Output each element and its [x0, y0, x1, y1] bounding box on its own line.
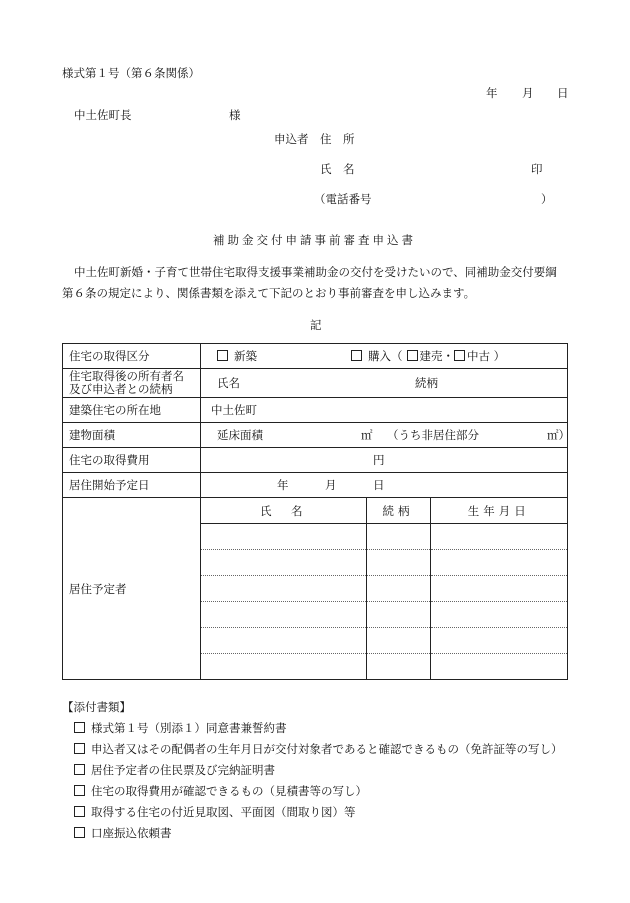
- name-label: 氏 名: [320, 162, 355, 176]
- phone-close: ）: [541, 192, 553, 206]
- owner-label-line-1: 住宅取得後の所有者名: [69, 369, 184, 383]
- row-acquisition-type: [63, 344, 568, 369]
- seal-mark: 印: [531, 162, 543, 176]
- non-residential-label: （うち非居住部分: [387, 428, 479, 442]
- resident-relation-cell[interactable]: [366, 524, 430, 550]
- resident-name-cell[interactable]: [201, 628, 366, 654]
- resident-birth-cell[interactable]: [430, 602, 567, 628]
- location-label: [63, 398, 201, 423]
- acquisition-type-cell: [201, 344, 568, 369]
- checkbox-used-icon[interactable]: [454, 350, 465, 361]
- list-item[interactable]: [62, 760, 563, 781]
- list-item[interactable]: [62, 802, 563, 823]
- start-date-day: 日: [373, 478, 385, 492]
- row-location: [63, 398, 568, 423]
- list-item[interactable]: [62, 781, 563, 802]
- attachment-label: 様式第１号（別添１）同意書兼誓約書: [91, 721, 287, 735]
- option-new[interactable]: [217, 348, 257, 364]
- start-date-month: 月: [325, 478, 337, 492]
- option-buy-label: 購入（: [368, 349, 403, 363]
- resident-name-cell[interactable]: [201, 524, 366, 550]
- attachments-section: [62, 697, 563, 844]
- body-line-2: 第６条の規定により、関係書類を添えて下記のとおり事前審査を申し込みます。: [62, 286, 476, 300]
- area-label: [63, 423, 201, 448]
- phone-label: （電話番号: [314, 192, 372, 206]
- row-residents: [63, 498, 568, 680]
- option-built-label: 建売・: [419, 349, 454, 363]
- col-relation-header: 続柄: [366, 498, 430, 524]
- date-month: 月: [522, 86, 534, 100]
- residents-cell: [201, 498, 568, 680]
- resident-birth-cell[interactable]: [430, 628, 567, 654]
- start-date-label: [63, 473, 201, 498]
- attachment-label: 申込者又はその配偶者の生年月日が交付対象者であると確認できるもの（免許証等の写し）: [91, 742, 563, 756]
- area-label-text: 建物面積: [69, 428, 115, 442]
- body-text: [62, 262, 572, 304]
- owner-relation-label: 続柄: [415, 376, 438, 390]
- location-cell[interactable]: [201, 398, 568, 423]
- cost-label: [63, 448, 201, 473]
- resident-name-cell[interactable]: [201, 654, 366, 680]
- floor-area-label: 延床面積: [217, 428, 263, 442]
- resident-name-cell[interactable]: [201, 602, 366, 628]
- attachment-label: 口座振込依頼書: [91, 826, 172, 840]
- residents-label-text: 居住予定者: [69, 581, 127, 596]
- resident-relation-cell[interactable]: [366, 576, 430, 602]
- body-line-1: 中土佐町新婚・子育て世帯住宅取得支援事業補助金の交付を受けたいので、同補助金交付要綱: [74, 265, 557, 279]
- floor-area-unit: ㎡: [361, 428, 373, 442]
- honorific: 様: [229, 108, 241, 122]
- addressee: 中土佐町長: [74, 108, 132, 122]
- ki-mark: 記: [310, 318, 322, 332]
- acquisition-type-label: [63, 344, 201, 369]
- attachment-label: 居住予定者の住民票及び完納証明書: [91, 763, 275, 777]
- option-buy[interactable]: [351, 348, 505, 364]
- owner-cell[interactable]: [201, 369, 568, 398]
- residents-table: [201, 498, 567, 679]
- checkbox-new-icon[interactable]: [217, 350, 228, 361]
- checkbox-icon[interactable]: [74, 827, 85, 838]
- attachment-label: 取得する住宅の付近見取図、平面図（間取り図）等: [91, 805, 356, 819]
- date-year: 年: [486, 86, 498, 100]
- start-date-year: 年: [277, 478, 289, 492]
- resident-relation-cell[interactable]: [366, 654, 430, 680]
- table-row: [201, 524, 567, 550]
- cost-label-text: 住宅の取得費用: [69, 453, 150, 467]
- start-date-cell[interactable]: [201, 473, 568, 498]
- col-name-header: 氏 名: [201, 498, 366, 524]
- form-number: 様式第１号（第６条関係）: [62, 66, 200, 80]
- table-row: [201, 550, 567, 576]
- residents-header-row: [201, 498, 567, 524]
- table-row: [201, 602, 567, 628]
- area-cell[interactable]: [201, 423, 568, 448]
- resident-relation-cell[interactable]: [366, 628, 430, 654]
- acquisition-type-label-text: 住宅の取得区分: [69, 349, 150, 363]
- option-used-label: 中古 ）: [467, 349, 506, 363]
- table-row: [201, 628, 567, 654]
- resident-birth-cell[interactable]: [430, 654, 567, 680]
- cost-cell[interactable]: [201, 448, 568, 473]
- checkbox-icon[interactable]: [74, 743, 85, 754]
- checkbox-buy-icon[interactable]: [351, 350, 362, 361]
- option-new-label: 新築: [234, 349, 257, 363]
- checkbox-icon[interactable]: [74, 722, 85, 733]
- list-item[interactable]: [62, 718, 563, 739]
- checkbox-icon[interactable]: [74, 785, 85, 796]
- resident-birth-cell[interactable]: [430, 576, 567, 602]
- resident-relation-cell[interactable]: [366, 550, 430, 576]
- cost-unit: 円: [373, 453, 385, 467]
- col-birth-header: 生年月日: [430, 498, 567, 524]
- date-day: 日: [557, 86, 569, 100]
- attachments-heading: 【添付書類】: [62, 700, 131, 714]
- table-row: [201, 576, 567, 602]
- checkbox-icon[interactable]: [74, 806, 85, 817]
- row-area: [63, 423, 568, 448]
- owner-label: [63, 369, 201, 398]
- resident-birth-cell[interactable]: [430, 524, 567, 550]
- checkbox-built-icon[interactable]: [407, 350, 418, 361]
- list-item[interactable]: [62, 823, 563, 844]
- owner-name-label: 氏名: [217, 376, 240, 390]
- document-title: 補助金交付申請事前審査申込書: [213, 233, 416, 247]
- owner-label-line-2: 及び申込者との続柄: [69, 382, 173, 396]
- location-value: 中土佐町: [211, 403, 257, 417]
- table-row: [201, 654, 567, 680]
- resident-relation-cell[interactable]: [366, 602, 430, 628]
- resident-name-cell[interactable]: [201, 576, 366, 602]
- row-owner: [63, 369, 568, 398]
- row-start-date: [63, 473, 568, 498]
- location-label-text: 建築住宅の所在地: [69, 403, 161, 417]
- start-date-label-text: 居住開始予定日: [69, 478, 150, 492]
- application-table: [62, 343, 568, 680]
- row-cost: [63, 448, 568, 473]
- list-item[interactable]: [62, 739, 563, 760]
- residents-label: [63, 498, 201, 680]
- resident-name-cell[interactable]: [201, 550, 366, 576]
- checkbox-icon[interactable]: [74, 764, 85, 775]
- non-residential-unit: ㎡）: [547, 428, 570, 442]
- resident-birth-cell[interactable]: [430, 550, 567, 576]
- address-label: 住 所: [320, 132, 355, 146]
- applicant-label: 申込者: [274, 132, 309, 146]
- attachment-label: 住宅の取得費用が確認できるもの（見積書等の写し）: [91, 784, 367, 798]
